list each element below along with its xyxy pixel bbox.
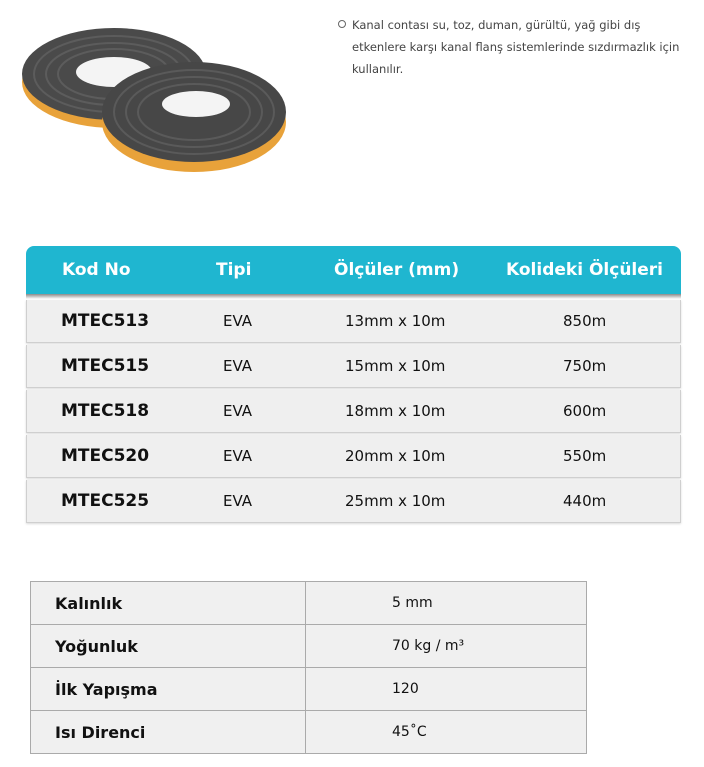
table-row bbox=[26, 480, 681, 523]
header-code: Kod No bbox=[62, 260, 131, 280]
cell-box: 550m bbox=[563, 447, 607, 465]
spec-value: 45˚C bbox=[306, 711, 587, 754]
header-type: Tipi bbox=[216, 260, 252, 280]
cell-type: EVA bbox=[223, 312, 253, 330]
cell-type: EVA bbox=[223, 447, 253, 465]
product-table bbox=[26, 246, 681, 523]
cell-box: 440m bbox=[563, 492, 607, 510]
spec-label: Yoğunluk bbox=[31, 625, 306, 668]
cell-box: 850m bbox=[563, 312, 607, 330]
tape-roll-front bbox=[102, 62, 286, 172]
cell-code: MTEC520 bbox=[61, 446, 150, 466]
spec-row bbox=[31, 711, 587, 754]
cell-box: 600m bbox=[563, 402, 607, 420]
spec-label: Isı Direnci bbox=[31, 711, 306, 754]
table-row bbox=[26, 345, 681, 388]
cell-box: 750m bbox=[563, 357, 607, 375]
cell-code: MTEC518 bbox=[61, 401, 150, 421]
spec-label: İlk Yapışma bbox=[31, 668, 306, 711]
header-size: Ölçüler (mm) bbox=[334, 260, 460, 280]
table-row bbox=[26, 435, 681, 478]
bullet-icon bbox=[338, 20, 346, 28]
spec-value: 120 bbox=[306, 668, 587, 711]
product-table-header bbox=[26, 246, 681, 294]
spec-value: 70 kg / m³ bbox=[306, 625, 587, 668]
cell-size: 25mm x 10m bbox=[345, 492, 446, 510]
spec-row bbox=[31, 668, 587, 711]
cell-code: MTEC525 bbox=[61, 491, 150, 511]
cell-size: 13mm x 10m bbox=[345, 312, 446, 330]
spec-label: Kalınlık bbox=[31, 582, 306, 625]
spec-row bbox=[31, 582, 587, 625]
cell-code: MTEC513 bbox=[61, 311, 150, 331]
cell-type: EVA bbox=[223, 357, 253, 375]
product-image bbox=[14, 0, 294, 186]
description-list-item bbox=[338, 14, 688, 80]
cell-code: MTEC515 bbox=[61, 356, 150, 376]
cell-type: EVA bbox=[223, 402, 253, 420]
description-text: Kanal contası su, toz, duman, gürültü, yağ gibi dış etkenlere karşı kanal flanş sistemlerinde sızdırmazlık için kullanılır. bbox=[352, 18, 680, 76]
spec-row bbox=[31, 625, 587, 668]
cell-size: 18mm x 10m bbox=[345, 402, 446, 420]
table-row bbox=[26, 390, 681, 433]
cell-size: 15mm x 10m bbox=[345, 357, 446, 375]
spec-table bbox=[30, 581, 587, 754]
cell-size: 20mm x 10m bbox=[345, 447, 446, 465]
header-box: Kolideki Ölçüleri bbox=[506, 260, 663, 280]
cell-type: EVA bbox=[223, 492, 253, 510]
table-row bbox=[26, 300, 681, 343]
spec-value: 5 mm bbox=[306, 582, 587, 625]
